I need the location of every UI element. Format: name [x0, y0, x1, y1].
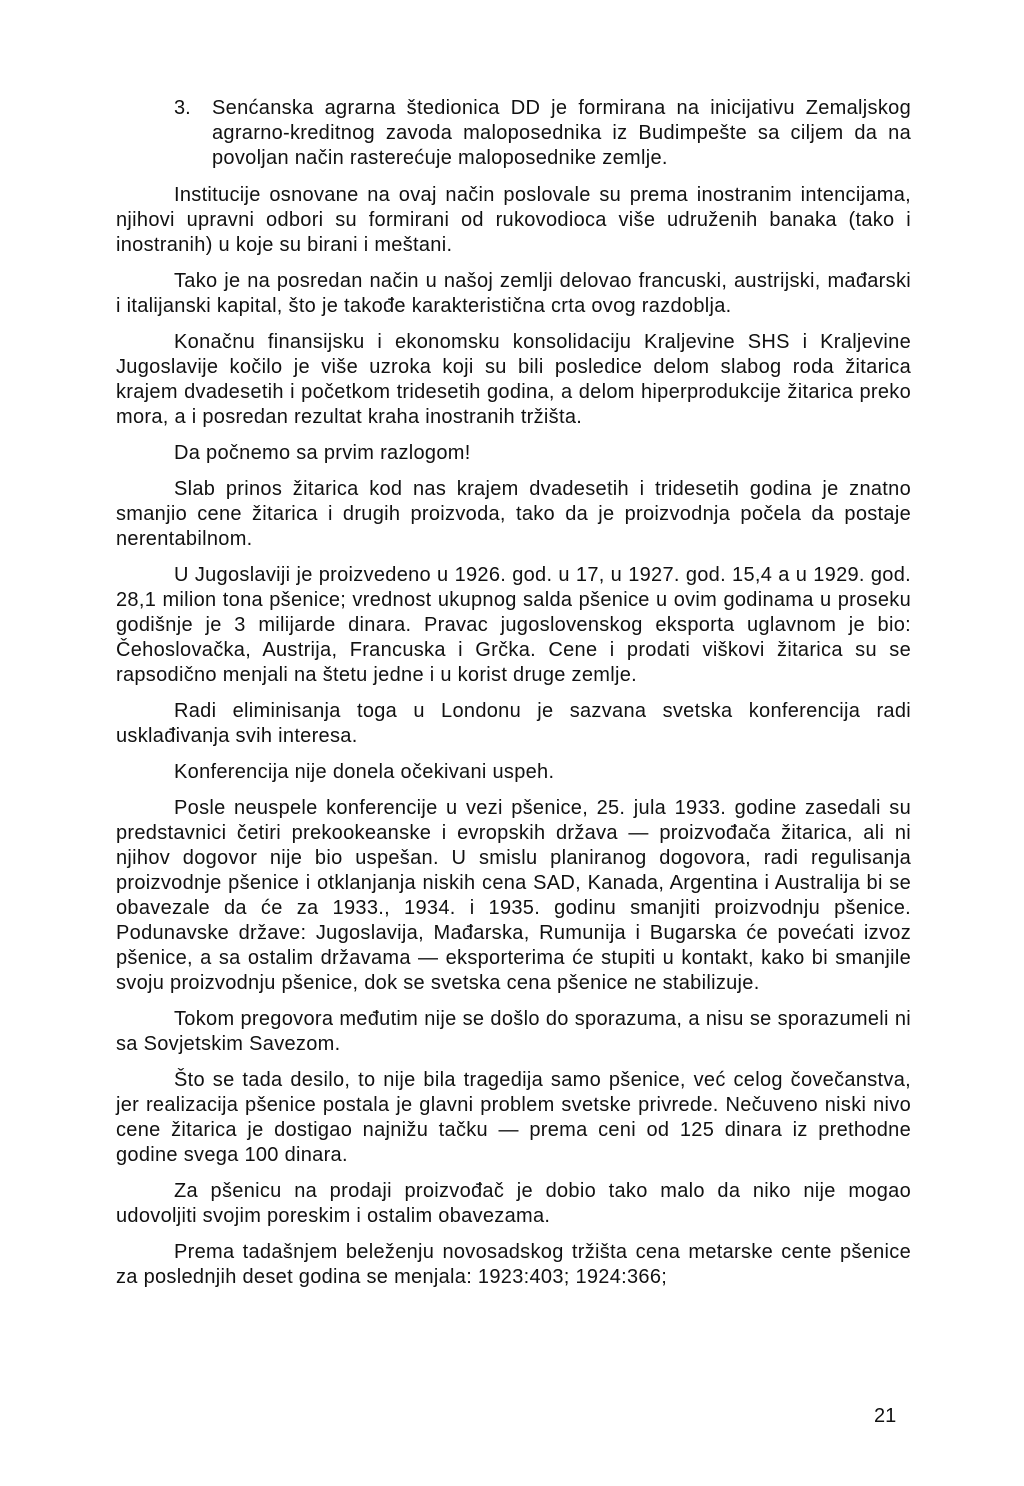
page-number: 21: [874, 1405, 897, 1427]
footnote: [116, 96, 911, 171]
paragraph: Konačnu finansijsku i ekonomsku konsolidaciju Kraljevine SHS i Kraljevine Jugoslavije kočilo je više uzroka koji su bili posledice delom slabog roda žitarica krajem dvadesetih i početkom tridesetih godina, a delom hiperprodukcije žitarica preko mora, a i posredan rezultat kraha inostranih tržišta.: [116, 331, 911, 428]
paragraph: Za pšenicu na prodaji proizvođač je dobio tako malo da niko nije mogao udovoljiti svojim poreskim i ostalim obavezama.: [116, 1180, 911, 1227]
paragraph: Tako je na posredan način u našoj zemlji delovao francuski, austrijski, mađarski i italijanski kapital, što je takođe karakteristična crta ovog razdoblja.: [116, 270, 911, 317]
paragraph: Slab prinos žitarica kod nas krajem dvadesetih i tridesetih godina je znatno smanjio cene žitarica i drugih proizvoda, tako da je proizvodnja počela da postaje nerentabilnom.: [116, 478, 911, 550]
paragraph: Što se tada desilo, to nije bila tragedija samo pšenice, već celog čovečanstva, jer realizacija pšenice postala je glavni problem svetske privrede. Nečuveno niski nivo cene žitarica je dostigao najnižu tačku — prema ceni od 125 dinara iz prethodne godine svega 100 dinara.: [116, 1069, 911, 1166]
page-content: [116, 96, 911, 1301]
footnote-number: 3.: [174, 97, 191, 119]
paragraph: Prema tadašnjem beleženju novosadskog tržišta cena metarske cente pšenice za poslednjih deset godina se menjala: 1923:403; 1924:366;: [116, 1241, 911, 1288]
paragraph: Institucije osnovane na ovaj način poslovale su prema inostranim intencijama, njihovi upravni odbori su formirani od rukovodioca više udruženih banaka (tako i inostranih) u koje su birani i meštani.: [116, 184, 911, 256]
footnote-text: Senćanska agrarna štedionica DD je formirana na inicijativu Zemaljskog agrarno-kreditnog zavoda maloposednika iz Budimpešte sa ciljem da na povoljan način rasterećuje maloposednike zemlje.: [212, 97, 911, 169]
paragraph: Radi eliminisanja toga u Londonu je sazvana svetska konferencija radi usklađivanja svih interesa.: [116, 700, 911, 747]
paragraph: Konferencija nije donela očekivani uspeh.: [174, 761, 555, 783]
paragraph: Tokom pregovora međutim nije se došlo do sporazuma, a nisu se sporazumeli ni sa Sovjetskim Savezom.: [116, 1008, 911, 1055]
paragraph: U Jugoslaviji je proizvedeno u 1926. god. u 17, u 1927. god. 15,4 a u 1929. god. 28,1 milion tona pšenice; vrednost ukupnog salda pšenice u ovim godinama u proseku godišnje je 3 milijarde dinara. Pravac jugoslovenskog eksporta uglavnom je bio: Čehoslovačka, Austrija, Francuska i Grčka. Cene i prodati viškovi žitarica su se rapsodično menjali na štetu jedne i u korist druge zemlje.: [116, 564, 911, 686]
paragraph: Da počnemo sa prvim razlogom!: [174, 442, 471, 464]
paragraph: Posle neuspele konferencije u vezi pšenice, 25. jula 1933. godine zasedali su predstavnici četiri prekookeanske i evropskih država — proizvođača žitarica, ali ni njihov dogovor nije bio uspešan. U smislu planiranog dogovora, radi regulisanja proizvodnje pšenice i otklanjanja niskih cena SAD, Kanada, Argentina i Australija bi se obavezale da će za 1933., 1934. i 1935. godinu smanjiti proizvodnju pšenice. Podunavske države: Jugoslavija, Mađarska, Rumunija i Bugarska će povećati izvoz pšenice, a sa ostalim državama — eksporterima će stupiti u kontakt, kako bi smanjile svoju proizvodnju pšenice, dok se svetska cena pšenice ne stabilizuje.: [116, 797, 911, 994]
